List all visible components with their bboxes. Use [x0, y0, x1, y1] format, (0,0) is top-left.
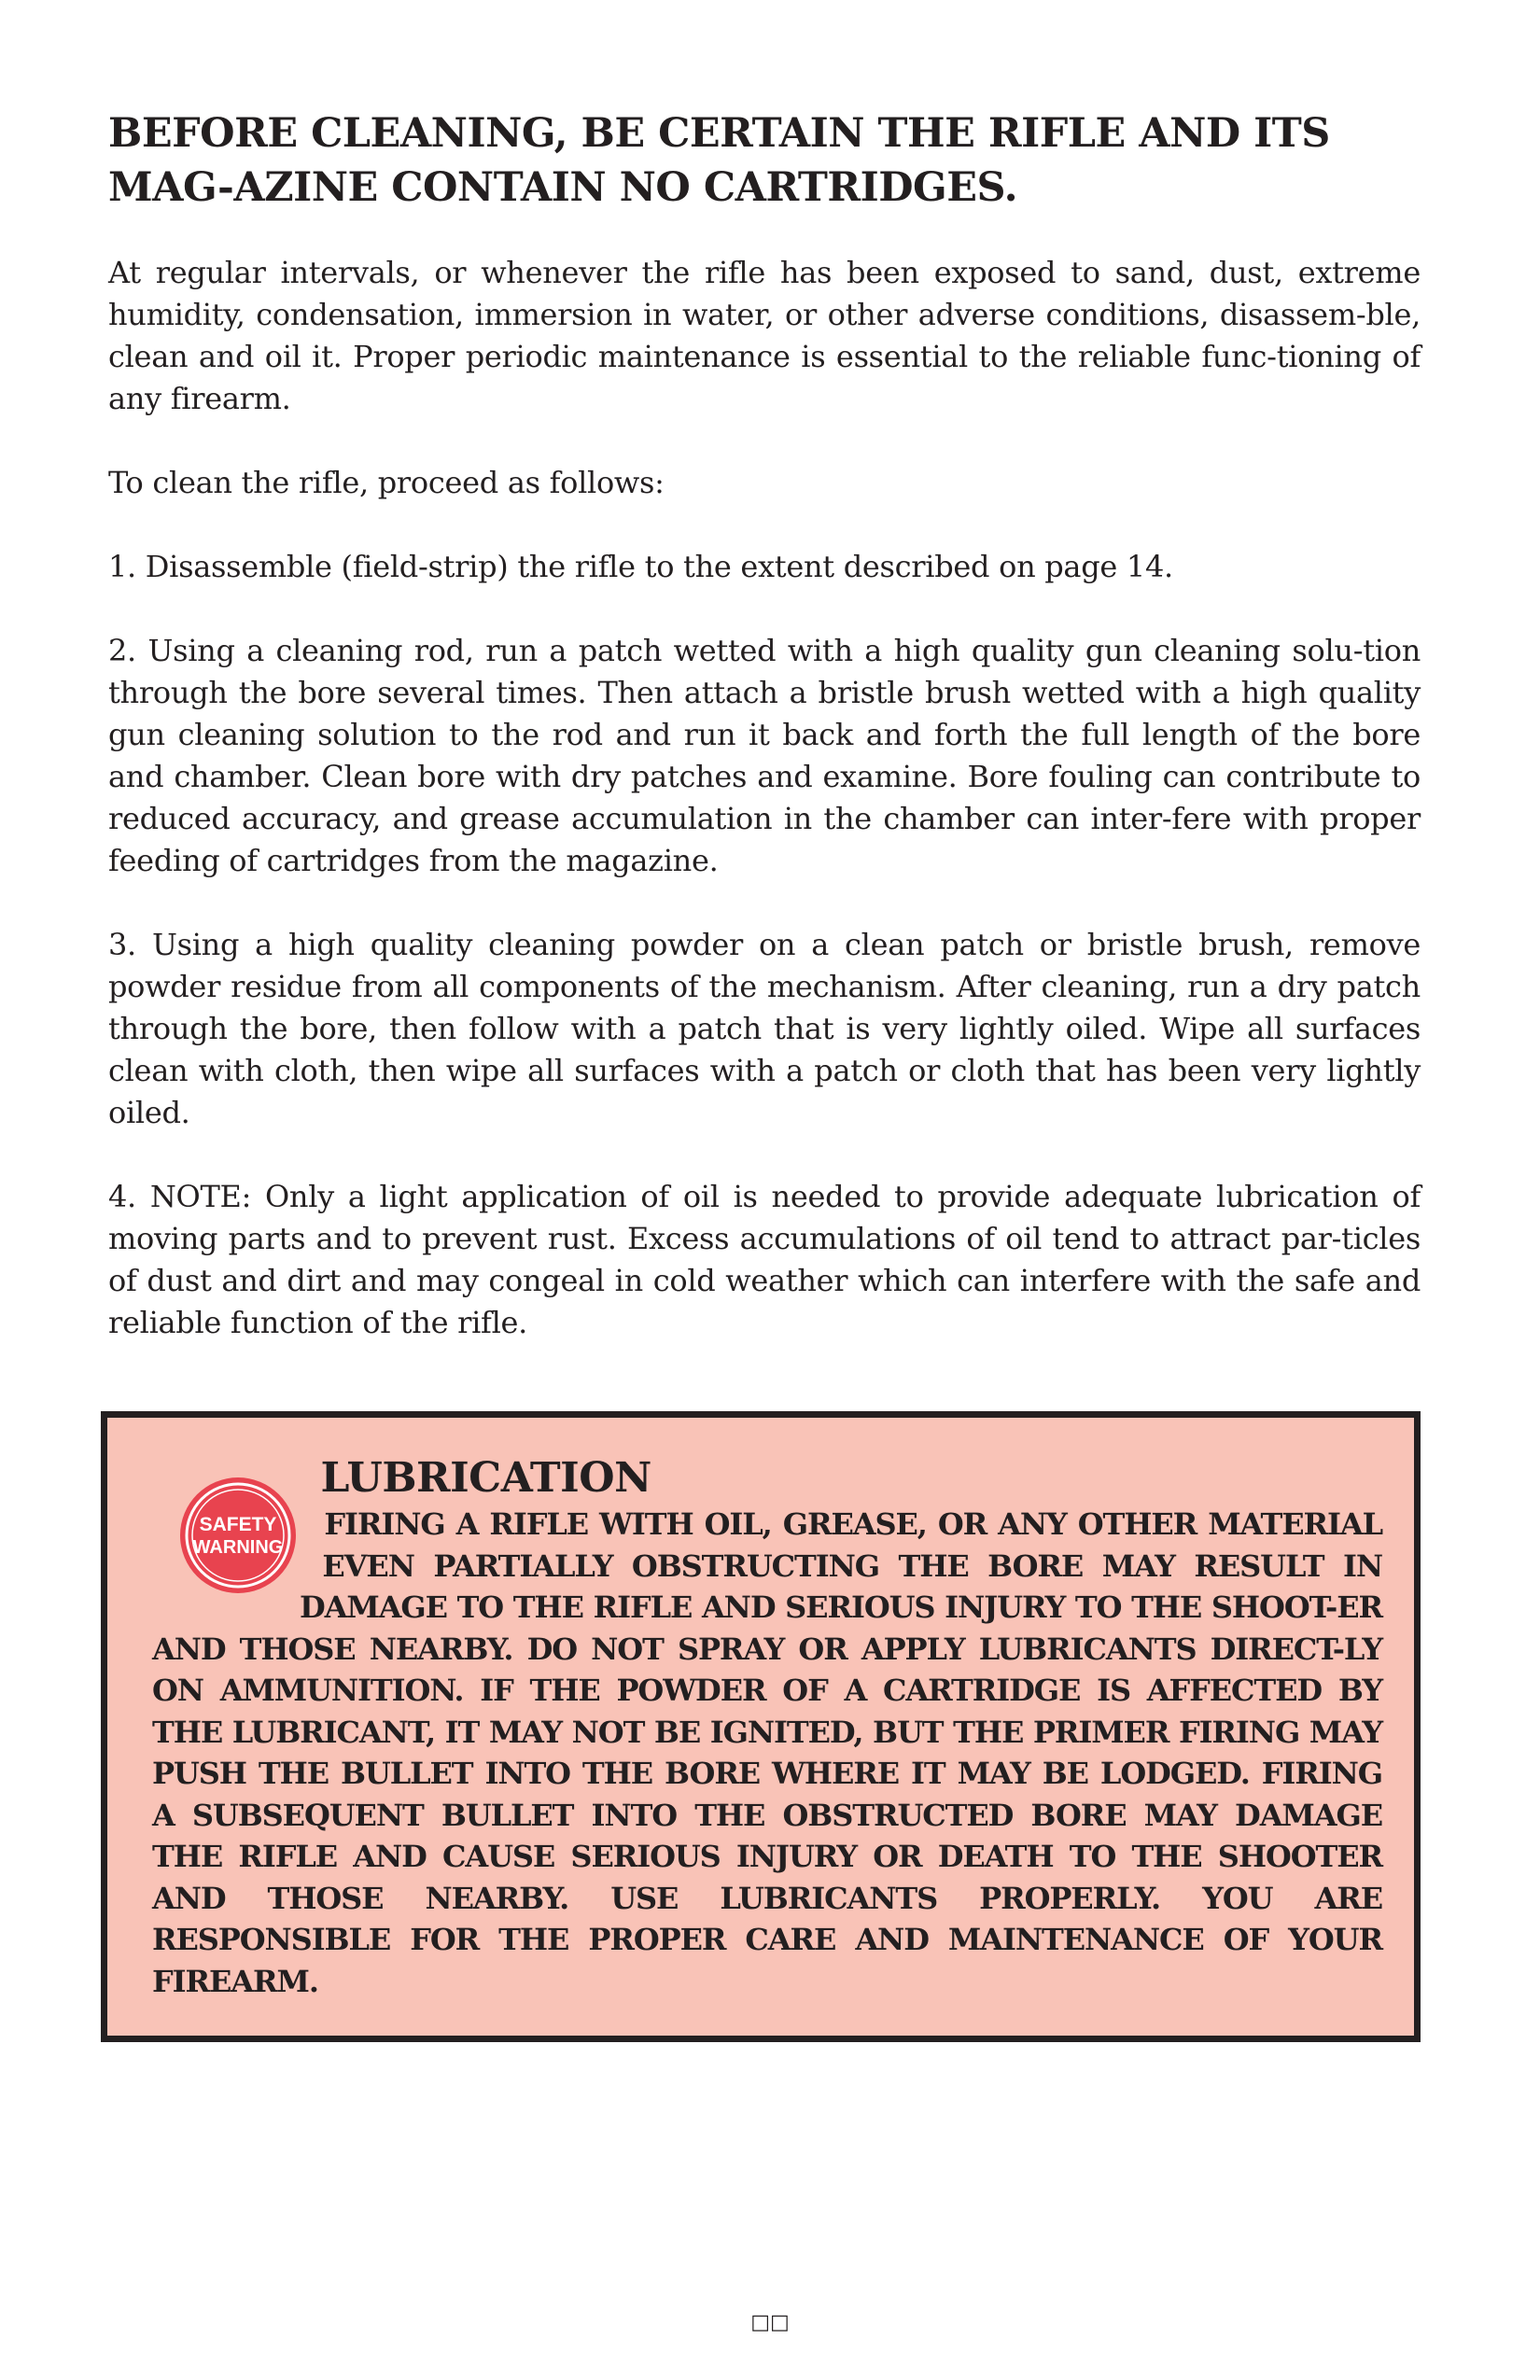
lubrication-warning-box — [101, 1411, 1421, 2042]
safety-warning-icon — [178, 1476, 298, 1595]
warning-text: FIRING A RIFLE WITH OIL, GREASE, OR ANY OTHER MATERIAL EVEN PARTIALLY OBSTRUCTING THE BORE MAY RESULT IN DAMAGE TO THE RIFLE AND SERIOUS INJURY TO THE SHOOT-ER AND THOSE NEARBY. DO NOT SPRAY OR APPLY LUBRICANTS DIRECT-LY ON AMMUNITION. IF THE POWDER OF A CARTRIDGE IS AFFECTED BY THE LUBRICANT, IT MAY NOT BE IGNITED, BUT THE PRIMER FIRING MAY PUSH THE BULLET INTO THE BORE WHERE IT MAY BE LODGED. FIRING A SUBSEQUENT BULLET INTO THE OBSTRUCTED BORE MAY DAMAGE THE RIFLE AND CAUSE SERIOUS INJURY OR DEATH TO THE SHOOTER AND THOSE NEARBY. USE LUBRICANTS PROPERLY. YOU ARE RESPONSIBLE FOR THE PROPER CARE AND MAINTENANCE OF YOUR FIREARM. — [152, 1506, 1382, 1999]
step-2: 2. Using a cleaning rod, run a patch wetted with a high quality gun cleaning solu-tion through the bore several times. Then attach a bristle brush wetted with a high quality gun cleaning solution to the rod and run it back and forth the full length of the bore and chamber. Clean bore with dry patches and examine. Bore fouling can contribute to reduced accuracy, and grease accumulation in the chamber can inter-fere with proper feeding of cartridges from the magazine. — [108, 633, 1421, 878]
safety-icon-label-1: SAFETY — [199, 1514, 277, 1535]
page-number: □□ — [750, 2311, 790, 2334]
procedure-lead: To clean the rifle, proceed as follows: — [108, 465, 665, 500]
safety-icon-label-2: WARNING — [192, 1537, 284, 1558]
warning-title: LUBRICATION — [320, 1454, 651, 1502]
document-page — [108, 93, 1421, 1344]
warning-content — [152, 1453, 1382, 2002]
intro-paragraph: At regular intervals, or whenever the rifle has been exposed to sand, dust, extreme humidity, condensation, immersion in water, or other adverse conditions, disassem-ble, clean and oil it. Proper periodic maintenance is essential to the reliable func-tioning of any firearm. — [108, 255, 1421, 416]
page-heading: BEFORE CLEANING, BE CERTAIN THE RIFLE AND ITS MAG-AZINE CONTAIN NO CARTRIDGES. — [108, 110, 1330, 211]
step-4: 4. NOTE: Only a light application of oil is needed to provide adequate lubrication of moving parts and to prevent rust. Excess accumulations of oil tend to attract par-ticles of dust and dirt and may congeal in cold weather which can interfere with the safe and reliable function of the rifle. — [108, 1179, 1421, 1340]
step-3: 3. Using a high quality cleaning powder on a clean patch or bristle brush, remove powder residue from all components of the mechanism. After cleaning, run a dry patch through the bore, then follow with a patch that is very lightly oiled. Wipe all surfaces clean with cloth, then wipe all surfaces with a patch or cloth that has been very lightly oiled. — [108, 927, 1421, 1130]
step-1: 1. Disassemble (field-strip) the rifle to the extent described on page 14. — [108, 549, 1173, 584]
